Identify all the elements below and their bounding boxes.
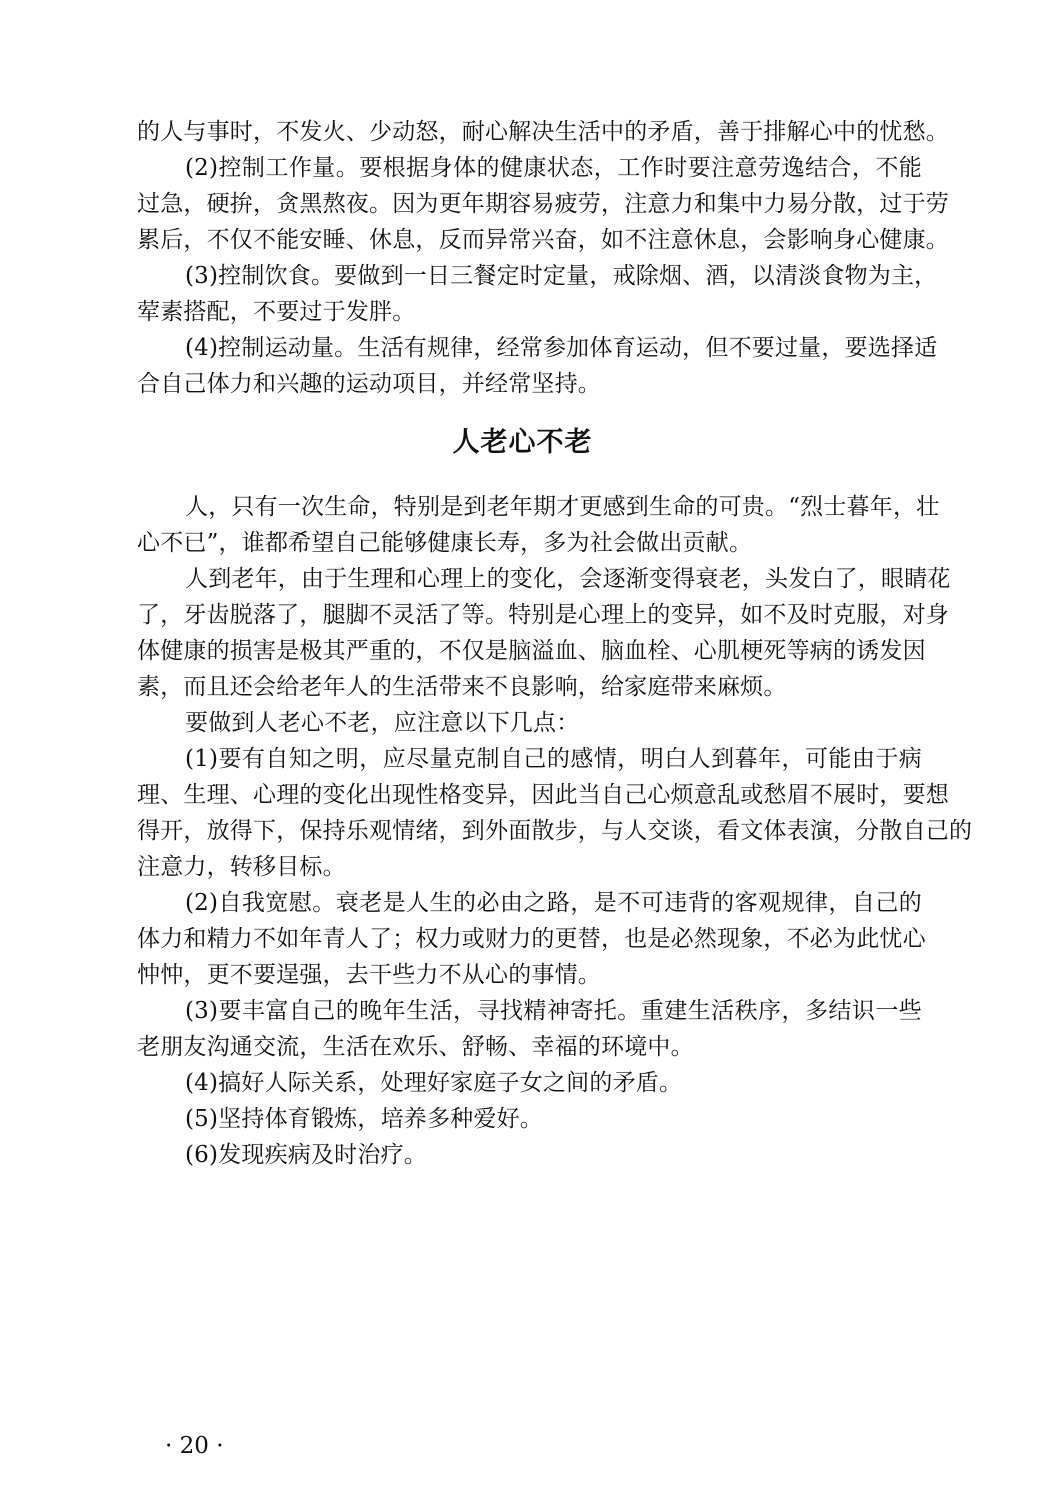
text-line: 人，只有一次生命，特别是到老年期才更感到生命的可贵。“烈士暮年，壮 (185, 494, 940, 520)
text-line: 得开，放得下，保持乐观情绪，到外面散步，与人交谈，看文体表演，分散自己的 (137, 818, 973, 844)
text-line: 忡忡，更不要逞强，去干些力不从心的事情。 (137, 962, 601, 988)
text-line: (3)要丰富自己的晚年生活，寻找精神寄托。重建生活秩序，多结识一些 (185, 998, 922, 1024)
text-line: 人到老年，由于生理和心理上的变化，会逐渐变得衰老，头发白了，眼睛花 (185, 566, 951, 592)
text-line: 累后，不仅不能安睡、休息，反而异常兴奋，如不注意休息，会影响身心健康。 (137, 227, 949, 253)
text-line: (6)发现疾病及时治疗。 (185, 1142, 427, 1168)
text-line: (2)控制工作量。要根据身体的健康状态，工作时要注意劳逸结合，不能 (185, 155, 922, 181)
text-line: (3)控制饮食。要做到一日三餐定时定量，戒除烟、酒，以清淡食物为主， (185, 263, 938, 289)
text-line: 心不已”，谁都希望自己能够健康长寿，多为社会做出贡献。 (137, 530, 753, 556)
text-line: (1)要有自知之明，应尽量克制自己的感情，明白人到暮年，可能由于病 (185, 746, 922, 772)
text-line: 要做到人老心不老，应注意以下几点： (185, 710, 580, 736)
text-line: (4)搞好人际关系，处理好家庭子女之间的矛盾。 (185, 1070, 683, 1096)
text-line: 注意力，转移目标。 (137, 854, 346, 880)
text-line: 体健康的损害是极其严重的，不仅是脑溢血、脑血栓、心肌梗死等病的诱发因 (137, 638, 926, 664)
section-heading: 人老心不老 (452, 427, 593, 458)
text-line: 过急，硬拚，贪黑熬夜。因为更年期容易疲劳，注意力和集中力易分散，过于劳 (137, 191, 949, 217)
text-line: (5)坚持体育锻炼，培养多种爱好。 (185, 1106, 543, 1132)
page-number: · 20 · (165, 1433, 224, 1459)
text-line: (2)自我宽慰。衰老是人生的必由之路，是不可违背的客观规律，自己的 (185, 890, 922, 916)
text-line: 体力和精力不如年青人了；权力或财力的更替，也是必然现象，不必为此忧心 (137, 926, 926, 952)
text-line: (4)控制运动量。生活有规律，经常参加体育运动，但不要过量，要选择适 (185, 335, 938, 361)
text-line: 合自己体力和兴趣的运动项目，并经常坚持。 (137, 371, 601, 397)
text-line: 的人与事时，不发火、少动怒，耐心解决生活中的矛盾，善于排解心中的忧愁。 (137, 119, 949, 145)
text-line: 理、生理、心理的变化出现性格变异，因此当自己心烦意乱或愁眉不展时，要想 (137, 782, 949, 808)
text-line: 了，牙齿脱落了，腿脚不灵活了等。特别是心理上的变异，如不及时克服，对身 (137, 602, 949, 628)
text-line: 荤素搭配，不要过于发胖。 (137, 299, 416, 325)
text-line: 老朋友沟通交流，生活在欢乐、舒畅、幸福的环境中。 (137, 1034, 694, 1060)
text-line: 素，而且还会给老年人的生活带来不良影响，给家庭带来麻烦。 (137, 674, 787, 700)
